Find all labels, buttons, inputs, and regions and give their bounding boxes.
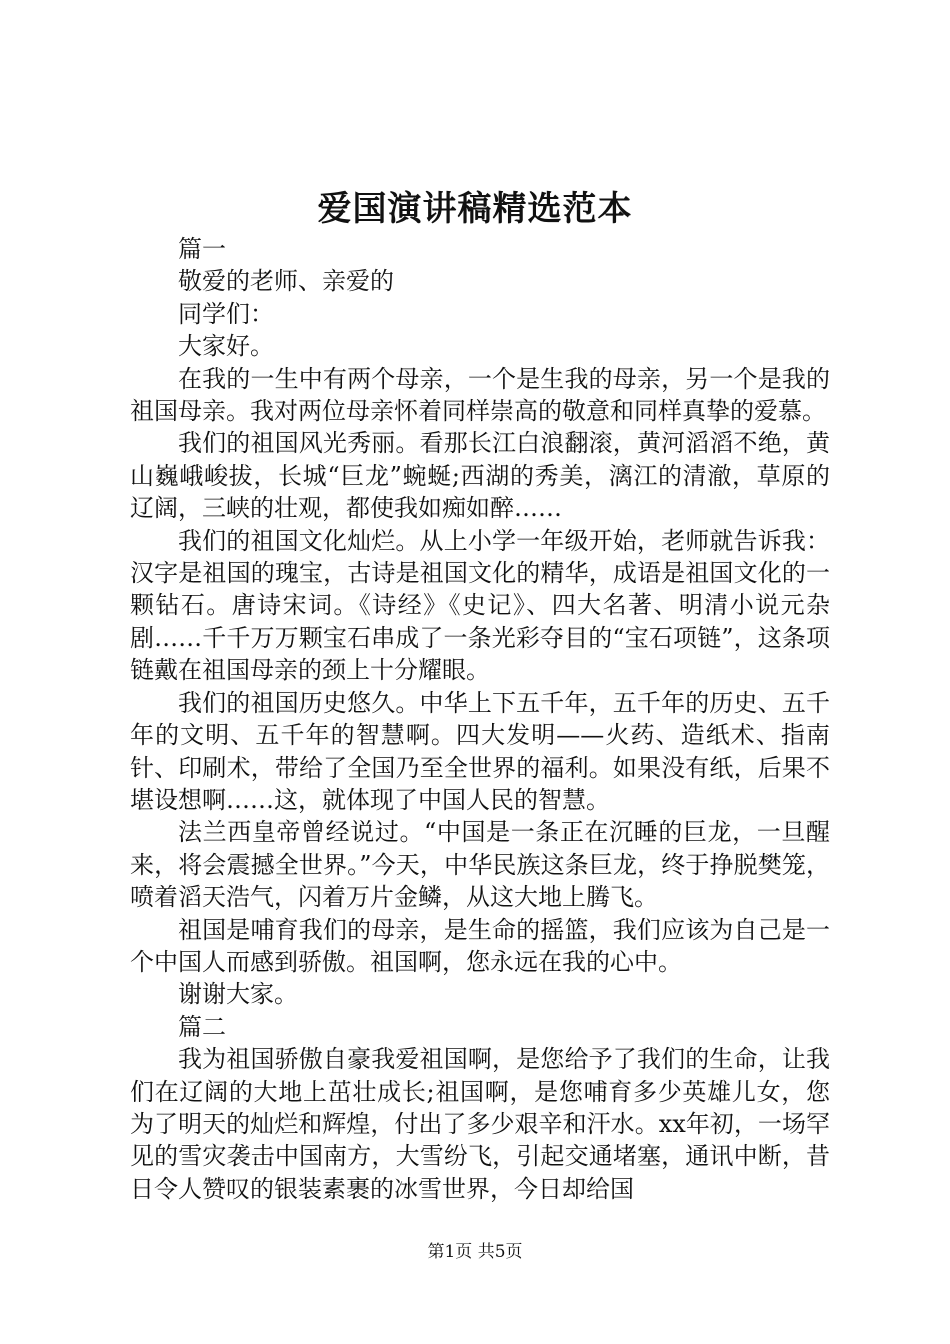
section-heading: 篇一 xyxy=(178,235,226,263)
salutation-line: 同学们： xyxy=(178,299,274,328)
body-paragraph: 我们的祖国文化灿烂。从上小学一年级开始，老师就告诉我：汉字是祖国的瑰宝，古诗是祖国文化的精华，成语是祖国文化的一颗钻石。唐诗宋词。《诗经》《史记》、四大名著、明清小说元杂剧……千千万万颗宝石串成了一条光彩夺目的“宝石项链”，这条项链戴在祖国母亲的颈上十分耀眼。 xyxy=(130,526,830,685)
body-paragraph: 我们的祖国风光秀丽。看那长江白浪翻滚，黄河滔滔不绝，黄山巍峨峻拔，长城“巨龙”蜿蜒;西湖的秀美，漓江的清澈，草原的辽阔，三峡的壮观，都使我如痴如醉…… xyxy=(130,429,830,523)
page-number-footer: 第1页 共5页 xyxy=(427,1242,523,1262)
body-paragraph: 祖国是哺育我们的母亲，是生命的摇篮，我们应该为自己是一个中国人而感到骄傲。祖国啊，您永远在我的心中。 xyxy=(130,915,830,976)
closing-line: 谢谢大家。 xyxy=(178,980,298,1009)
body-paragraph: 法兰西皇帝曾经说过。“中国是一条正在沉睡的巨龙，一旦醒来，将会震撼全世界。”今天，中华民族这条巨龙，终于挣脱樊笼，喷着滔天浩气，闪着万片金鳞，从这大地上腾飞。 xyxy=(130,818,830,912)
body-paragraph: 在我的一生中有两个母亲，一个是生我的母亲，另一个是我的祖国母亲。我对两位母亲怀着同样崇高的敬意和同样真挚的爱慕。 xyxy=(130,364,830,426)
section-heading: 篇二 xyxy=(178,1012,226,1041)
body-paragraph: 我们的祖国历史悠久。中华上下五千年，五千年的历史、五千年的文明、五千年的智慧啊。四大发明——火药、造纸术、指南针、印刷术，带给了全国乃至全世界的福利。如果没有纸，后果不堪设想啊……这，就体现了中国人民的智慧。 xyxy=(130,688,830,814)
document-title: 爱国演讲稿精选范本 xyxy=(317,189,633,229)
salutation-line: 敬爱的老师、亲爱的 xyxy=(178,267,394,296)
document-body xyxy=(130,233,830,1205)
body-paragraph: 我为祖国骄傲自豪我爱祖国啊，是您给予了我们的生命，让我们在辽阔的大地上茁壮成长;祖国啊，是您哺育多少英雄儿女，您为了明天的灿烂和辉煌，付出了多少艰辛和汗水。xx年初，一场罕见的雪灾袭击中国南方，大雪纷飞，引起交通堵塞，通讯中断，昔日令人赞叹的银装素裹的冰雪世界，今日却给国 xyxy=(130,1045,830,1203)
greeting-line: 大家好。 xyxy=(178,332,274,361)
